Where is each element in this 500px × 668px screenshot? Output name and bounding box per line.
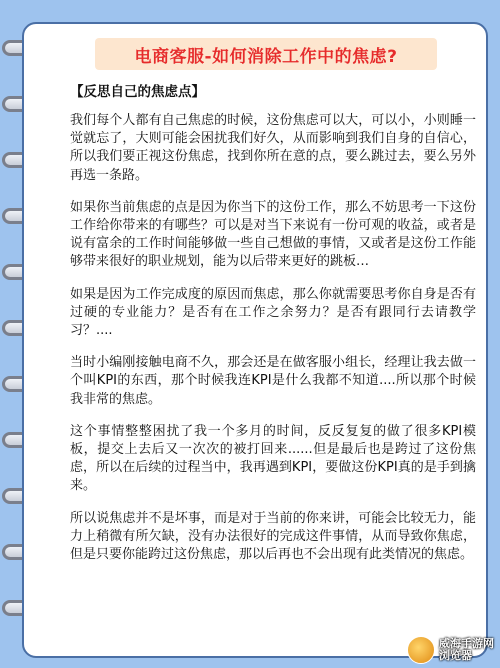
- watermark-text: [439, 638, 494, 662]
- watermark-line: 浏览器: [439, 649, 472, 662]
- paragraph: 我们每个人都有自己焦虑的时候，这份焦虑可以大，可以小，小则睡一觉就忘了，大则可能会困扰我们好久，从而影响到我们自身的自信心，所以我们要正视这份焦虑，找到你所在意的点，要么跳过去，要么另外再选一条路。: [70, 113, 476, 183]
- paragraph: 如果你当前焦虑的点是因为你当下的这份工作，那么不妨思考一下这份工作给你带来的有哪些？可以是对当下来说有一份可观的收益，或者是说有富余的工作时间能够做一些自己想做的事情，又或者是这份工作能够带来很好的职业规划，能为以后带来更好的跳板…: [70, 199, 476, 270]
- site-logo-icon: [407, 636, 435, 664]
- page-title: 电商客服-如何消除工作中的焦虑?: [95, 38, 437, 70]
- article-body: [70, 112, 476, 578]
- section-heading: 【反思自己的焦虑点】: [70, 84, 205, 100]
- paragraph: 所以说焦虑并不是坏事，而是对于当前的你来讲，可能会比较无力，能力上稍微有所欠缺，没有办法很好的完成这件事情，从而导致你焦虑，但是只要你能跨过这份焦虑，那以后再也不会出现有此类情况的焦虑。: [70, 510, 476, 563]
- paragraph: 当时小编刚接触电商不久，那会还是在做客服小组长，经理让我去做一个叫KPI的东西，那个时候我连KPI是什么我都不知道....所以那个时候我非常的焦虑。: [70, 355, 476, 407]
- watermark: [407, 636, 494, 664]
- watermark-line: 威海手游网: [439, 637, 494, 650]
- paragraph: 如果是因为工作完成度的原因而焦虑，那么你就需要思考你自身是否有过硬的专业能力？是否有在工作之余努力？是否有跟同行去请教学习？....: [70, 286, 476, 339]
- paragraph: 这个事情整整困扰了我一个多月的时间，反反复复的做了很多KPI模板，提交上去后又一次次的被打回来......但是最后也是跨过了这份焦虑，所以在后续的过程当中，我再遇到KPI，要做这份KPI真的是手到擒来。: [70, 423, 476, 494]
